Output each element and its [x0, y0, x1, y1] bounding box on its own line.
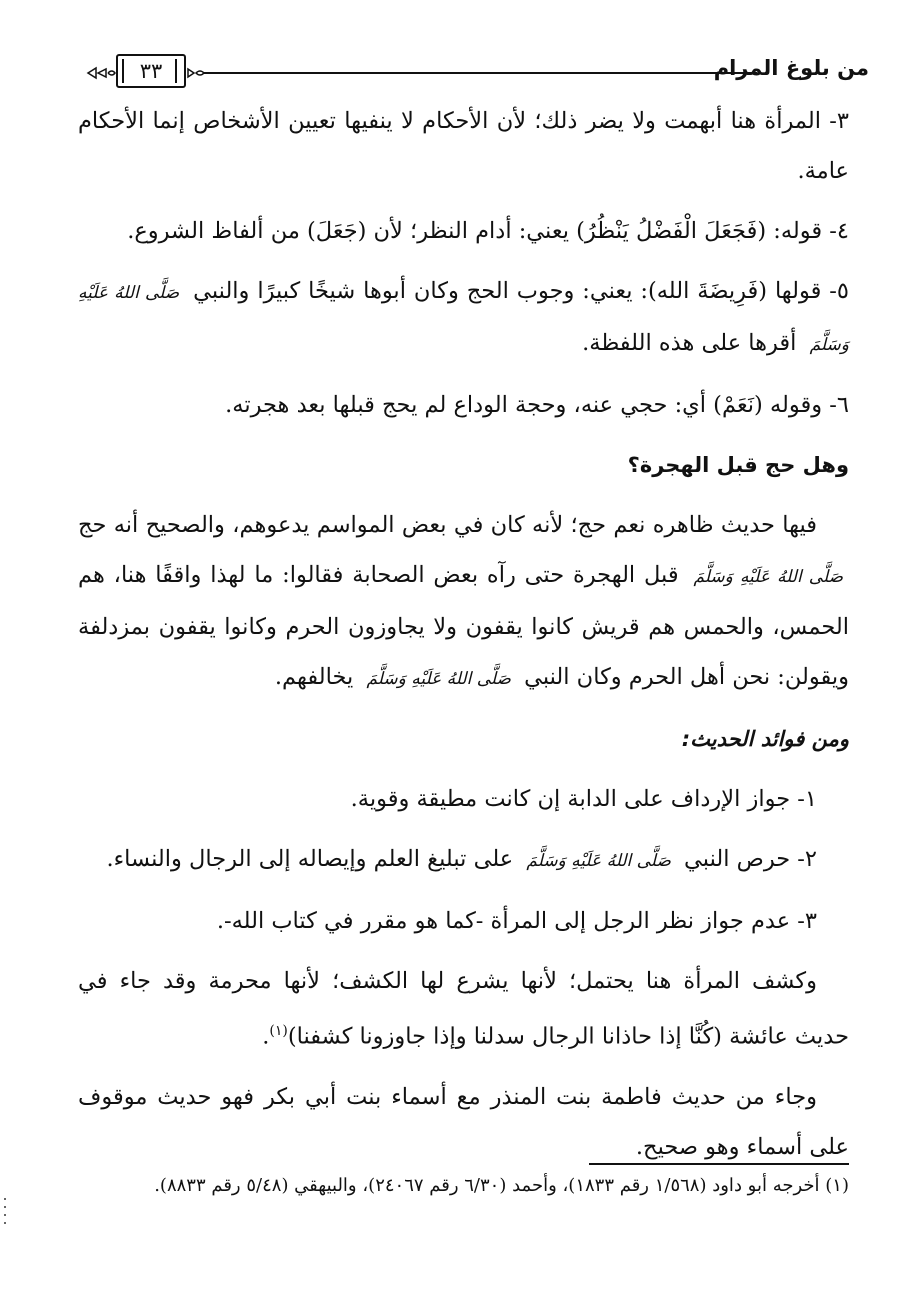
- honorific-glyph: صَلَّى اللهُ عَلَيْهِ وَسَلَّمَ: [693, 567, 844, 587]
- point-3: ٣- المرأة هنا أبهمت ولا يضر ذلك؛ لأن الأحكام لا ينفيها تعيين الأشخاص إنما الأحكام عامة.: [78, 108, 849, 184]
- footnote-reference: (١): [269, 1023, 288, 1039]
- point-5: ٥- قولها (فَرِيضَةَ الله): يعني: وجوب الحج وكان أبوها شيخًا كبيرًا والنبي صَلَّى اللهُ عَلَيْهِ وَسَلَّمَ أقرها على هذه اللفظة.: [78, 278, 849, 356]
- ornament-left-icon: [86, 66, 116, 83]
- point-6: ٦- وقوله (نَعَمْ) أي: حجي عنه، وحجة الوداع لم يحج قبلها بعد هجرته.: [225, 392, 849, 418]
- honorific-glyph: صَلَّى اللهُ عَلَيْهِ وَسَلَّمَ: [526, 851, 671, 871]
- point-4: ٤- قوله: (فَجَعَلَ الْفَضْلُ يَنْظُرُ) يعني: أدام النظر؛ لأن (جَعَلَ) من ألفاظ الشروع.: [127, 218, 849, 244]
- main-text: [78, 96, 849, 1182]
- paragraph-hajj: فيها حديث ظاهره نعم حج؛ لأنه كان في بعض المواسم يدعوهم، والصحيح أنه حج صَلَّى اللهُ عَلَيْهِ وَسَلَّمَ قبل الهجرة حتى رآه بعض الصحابة فقالوا: ما لهذا واقفًا هنا، هم الحمس، والحمس هم قريش كانوا يقفون ولا يجاوزون الحرم وكانوا يقفون بمزدلفة ويقولن: نحن أهل الحرم وكان النبي صَلَّى اللهُ عَلَيْهِ وَسَلَّمَ يخالفهم.: [78, 512, 849, 690]
- paragraph-uncovering: وكشف المرأة هنا يحتمل؛ لأنها يشرع لها الكشف؛ لأنها محرمة وقد جاء في حديث عائشة (كُنَّا إذا حاذانا الرجال سدلنا وإذا جاوزونا كشفنا)$^{(١)}$.: [78, 968, 849, 1050]
- scan-edge-marks: [2, 1198, 6, 1228]
- benefit-3: ٣- عدم جواز نظر الرجل إلى المرأة -كما هو مقرر في كتاب الله-.: [216, 908, 817, 934]
- footnote-separator: [589, 1163, 849, 1165]
- ornament-right-icon: [186, 66, 206, 83]
- section-heading-benefits: ومن فوائد الحديث:: [681, 727, 849, 751]
- page-number-box: ٣٣: [116, 54, 186, 88]
- page-header: [86, 52, 869, 92]
- section-heading-hajj: وهل حج قبل الهجرة؟: [627, 453, 849, 477]
- honorific-glyph: صَلَّى اللهُ عَلَيْهِ وَسَلَّمَ: [366, 669, 511, 689]
- paragraph-fatima: وجاء من حديث فاطمة بنت المنذر مع أسماء بنت أبي بكر فهو حديث موقوف على أسماء وهو صحيح.: [78, 1083, 849, 1160]
- benefit-2: ٢- حرص النبي صَلَّى اللهُ عَلَيْهِ وَسَلَّمَ على تبليغ العلم وإيصاله إلى الرجال والنساء.: [106, 846, 817, 872]
- footnotes: [78, 1166, 849, 1206]
- running-title: من بلوغ المرام: [713, 56, 869, 80]
- footnote-1: (١) أخرجه أبو داود (١/٥٦٨ رقم ١٨٣٣)، وأحمد (٦/٣٠ رقم ٢٤٠٦٧)، والبيهقي (٥/٤٨ رقم ٨٨٣٣).: [154, 1175, 849, 1196]
- header-rule: [204, 72, 757, 74]
- honorific-glyph: صَلَّى اللهُ عَلَيْهِ وَسَلَّمَ: [78, 283, 849, 355]
- benefit-1: ١- جواز الإرداف على الدابة إن كانت مطيقة وقوية.: [350, 786, 817, 812]
